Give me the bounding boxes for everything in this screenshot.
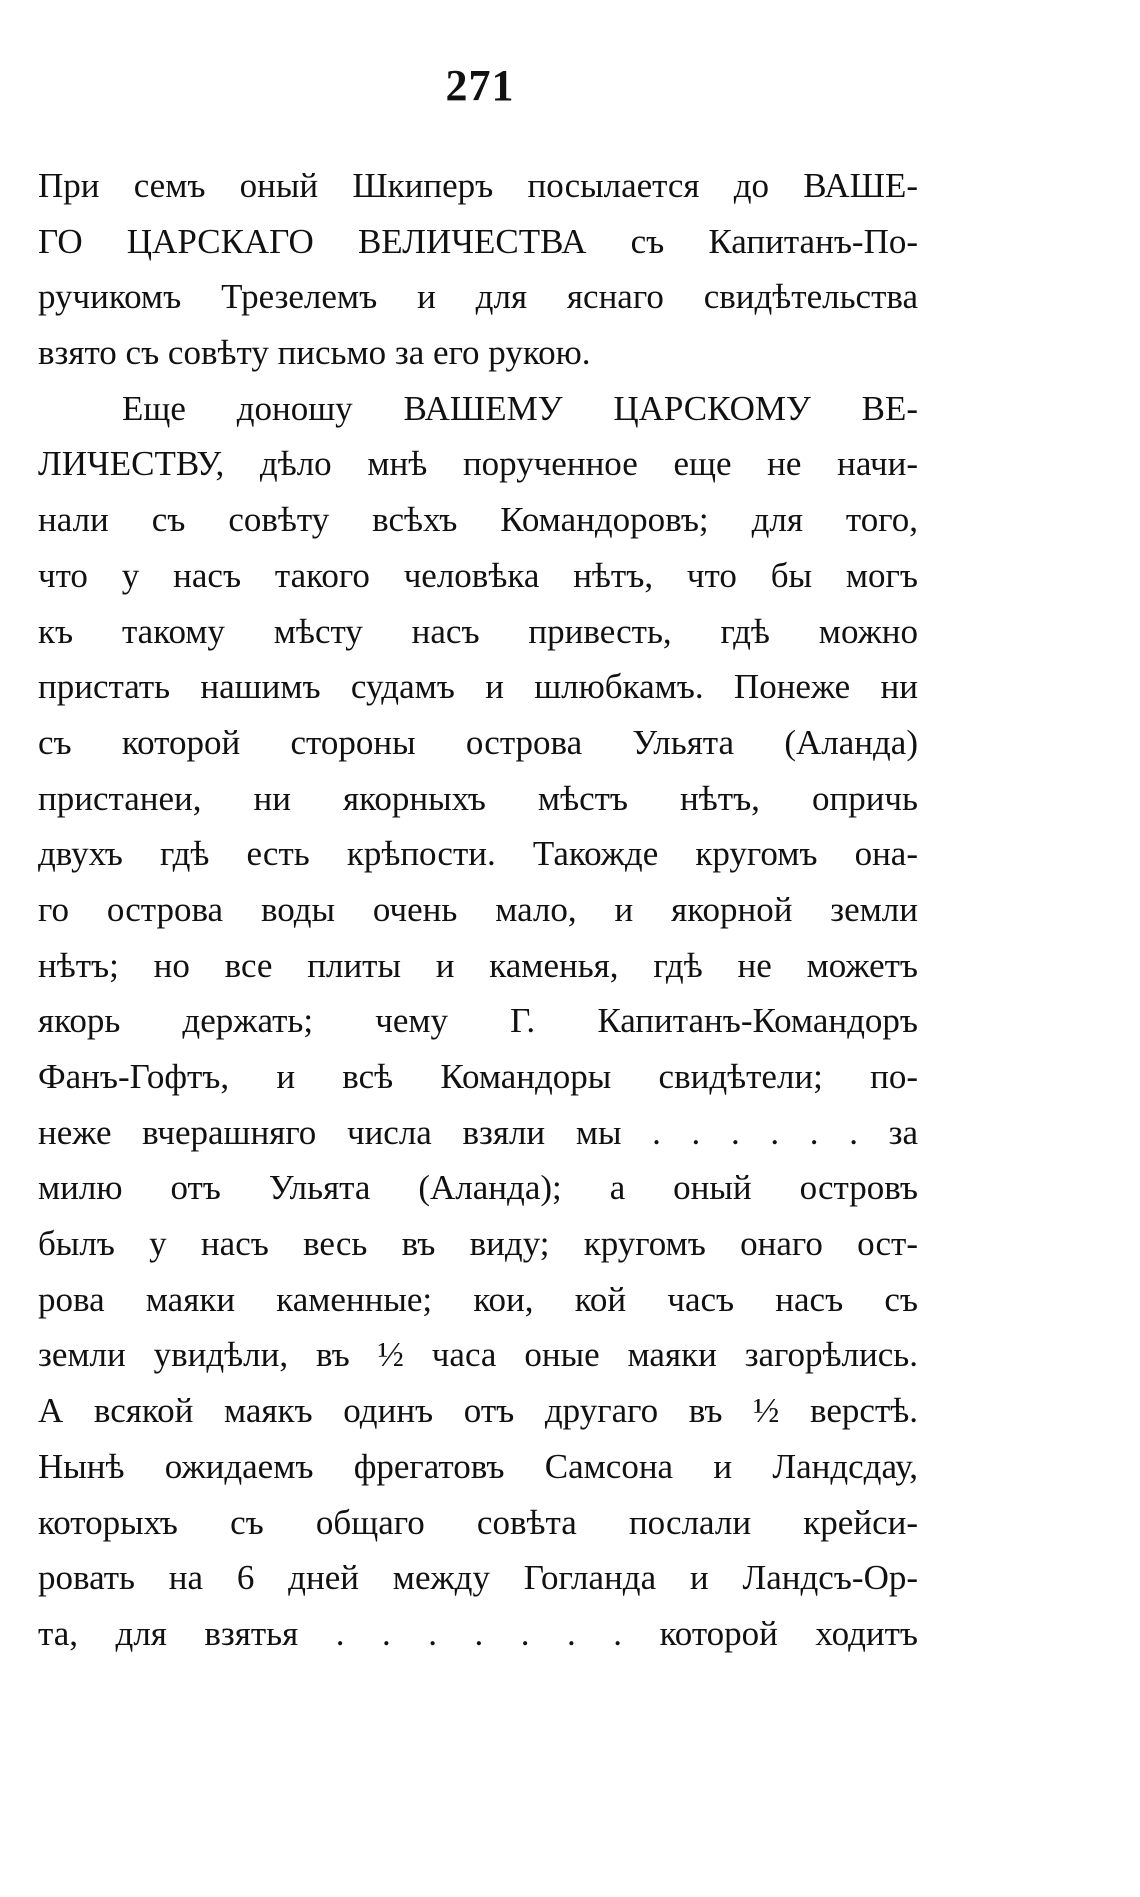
text-line-11: съ которой стороны острова Ульята (Аланда) xyxy=(38,722,918,762)
text-line-9: къ такому мѣсту насъ привесть, гдѣ можно xyxy=(38,611,918,651)
text-line-13: двухъ гдѣ есть крѣпости. Такожде кругомъ она- xyxy=(38,834,918,874)
text-line-8: что у насъ такого человѣка нѣтъ, что бы могъ xyxy=(38,555,918,595)
text-line-27: та, для взятья . . . . . . . которой ходитъ xyxy=(38,1613,918,1653)
page-number: 271 xyxy=(445,61,515,110)
text-line-1: При семъ оный Шкиперъ посылается до ВАШЕ- xyxy=(38,166,918,205)
text-line-15: нѣтъ; но все плиты и каменья, гдѣ не можетъ xyxy=(38,945,918,985)
text-line-3: ручикомъ Трезелемъ и для яснаго свидѣтельства xyxy=(38,277,918,317)
text-line-23: А всякой маякъ одинъ отъ другаго въ ½ верстѣ. xyxy=(38,1391,918,1431)
text-line-26: ровать на 6 дней между Гогланда и Ландсъ-Ор- xyxy=(38,1558,918,1598)
text-line-16: якорь держать; чему Г. Капитанъ-Командоръ xyxy=(38,1001,918,1041)
text-line-5: Еще доношу ВАШЕМУ ЦАРСКОМУ ВЕ- xyxy=(122,388,918,428)
text-line-24: Нынѣ ожидаемъ фрегатовъ Самсона и Ландсдау, xyxy=(38,1446,918,1486)
text-line-17: Фанъ-Гофтъ, и всѣ Командоры свидѣтели; по- xyxy=(38,1057,918,1096)
text-line-18: неже вчерашняго числа взяли мы . . . . . . за xyxy=(38,1112,918,1152)
text-line-10: пристать нашимъ судамъ и шлюбкамъ. Понеже ни xyxy=(38,667,918,707)
text-line-12: пристанеи, ни якорныхъ мѣстъ нѣтъ, опричь xyxy=(38,778,918,818)
text-line-2: ГО ЦАРСКАГО ВЕЛИЧЕСТВА съ Капитанъ-По- xyxy=(38,221,918,261)
text-line-21: рова маяки каменные; кои, кой часъ насъ съ xyxy=(38,1279,918,1319)
text-line-6: ЛИЧЕСТВУ, дѣло мнѣ порученное еще не начи- xyxy=(38,444,918,484)
text-line-19: милю отъ Ульята (Аланда); а оный островъ xyxy=(38,1168,918,1208)
body-text xyxy=(38,158,918,1662)
text-line-14: го острова воды очень мало, и якорной земли xyxy=(38,889,918,929)
text-line-7: нали съ совѣту всѣхъ Командоровъ; для того, xyxy=(38,500,918,540)
text-line-20: былъ у насъ весь въ виду; кругомъ онаго ост- xyxy=(38,1224,918,1264)
text-line-25: которыхъ съ общаго совѣта послали крейси- xyxy=(38,1502,918,1542)
text-line-4: взято съ совѣту письмо за его рукою. xyxy=(38,333,591,373)
text-line-22: земли увидѣли, въ ½ часа оные маяки загорѣлись. xyxy=(38,1335,918,1375)
